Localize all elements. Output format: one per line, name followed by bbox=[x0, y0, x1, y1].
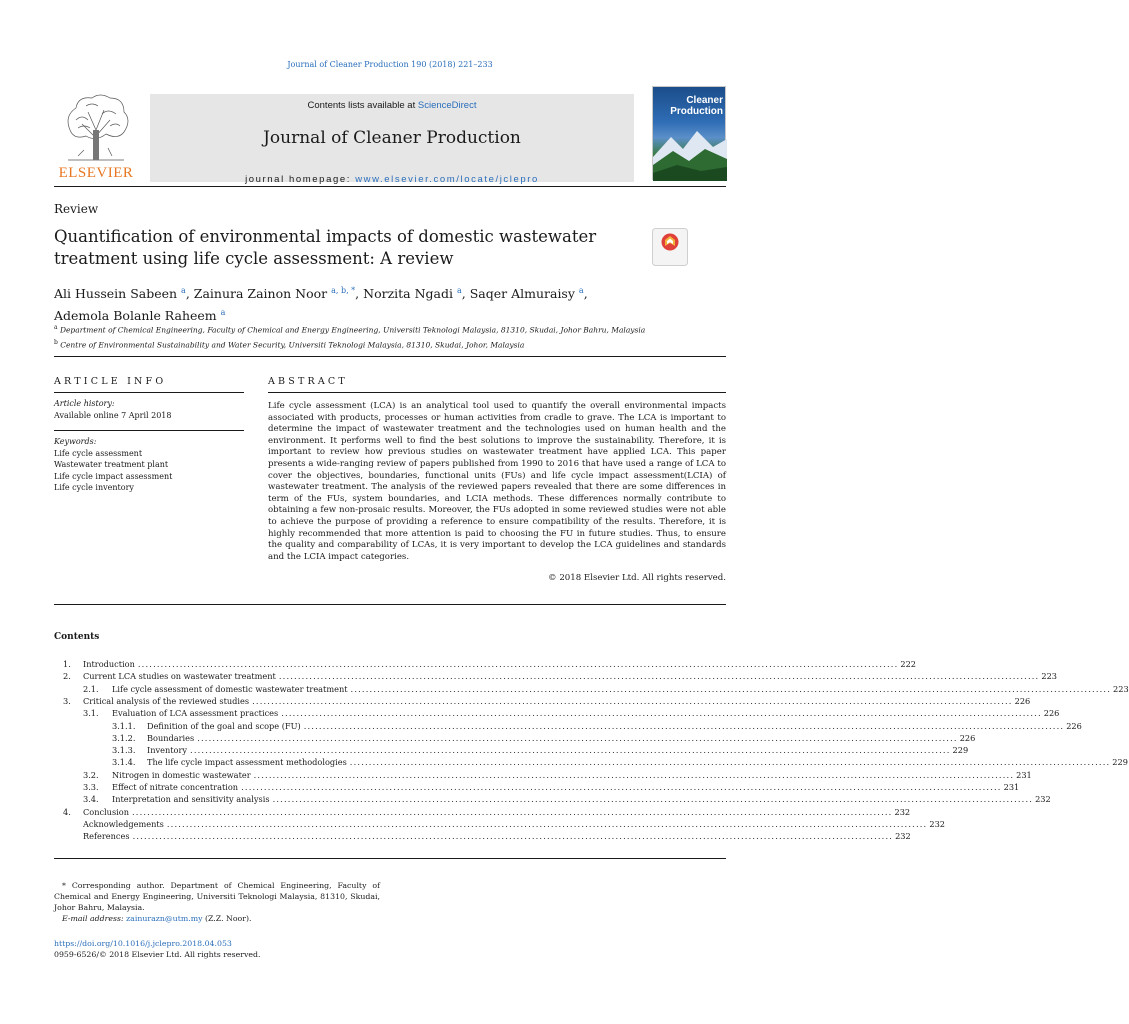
author-affiliation-mark[interactable]: a, b, * bbox=[331, 286, 356, 295]
journal-citation[interactable]: Journal of Cleaner Production 190 (2018) 221–233 bbox=[287, 60, 493, 69]
toc-number: 3. bbox=[63, 695, 71, 706]
toc-entry bbox=[83, 670, 1057, 682]
toc-title[interactable]: Life cycle assessment of domestic wastewater treatment bbox=[112, 683, 348, 694]
toc-page: 232 bbox=[894, 806, 911, 817]
toc-row[interactable] bbox=[54, 744, 969, 756]
toc-number: 3.2. bbox=[83, 769, 99, 780]
toc-leader: ........................................................................................................................................................................................................ bbox=[190, 745, 951, 756]
toc-row[interactable] bbox=[54, 769, 1032, 781]
toc-row[interactable] bbox=[54, 830, 911, 842]
history-rule bbox=[54, 430, 244, 431]
journal-cover-image[interactable] bbox=[652, 86, 726, 180]
keyword-item: Wastewater treatment plant bbox=[54, 460, 169, 469]
check-for-updates-badge[interactable] bbox=[652, 228, 688, 266]
keyword-item: Life cycle assessment bbox=[54, 448, 143, 458]
history-label: Article history: bbox=[54, 399, 115, 408]
toc-row[interactable] bbox=[54, 781, 1020, 793]
abstract-copyright: © 2018 Elsevier Ltd. All rights reserved. bbox=[548, 573, 726, 583]
toc-entry bbox=[83, 695, 1031, 707]
toc-title[interactable]: Critical analysis of the reviewed studies bbox=[83, 695, 250, 706]
article-type: Review bbox=[54, 202, 99, 216]
toc-page: 229 bbox=[952, 745, 969, 756]
toc-title[interactable]: Boundaries bbox=[147, 732, 195, 743]
toc-page: 232 bbox=[1035, 794, 1051, 805]
paper-title: Quantification of environmental impacts of domestic wastewater treatment using life cycle assessment: A review bbox=[54, 227, 597, 268]
contents-title: Contents bbox=[54, 632, 100, 642]
toc-title[interactable]: Current LCA studies on wastewater treatment bbox=[83, 671, 276, 682]
abstract-heading: ABSTRACT bbox=[268, 376, 348, 387]
publisher-wordmark: ELSEVIER bbox=[58, 165, 134, 181]
toc-page: 229 bbox=[1112, 757, 1128, 768]
toc-page: 226 bbox=[959, 732, 976, 743]
toc-entry bbox=[112, 793, 1051, 805]
toc-page: 231 bbox=[1016, 769, 1032, 780]
toc-title[interactable]: The life cycle impact assessment methodologies bbox=[147, 757, 347, 768]
toc-row[interactable] bbox=[54, 720, 1082, 732]
toc-number: 3.1.1. bbox=[112, 720, 136, 731]
mountain-landscape-icon bbox=[653, 127, 727, 181]
toc-number: 4. bbox=[63, 806, 71, 817]
toc-title[interactable]: Introduction bbox=[83, 659, 135, 669]
toc-entry bbox=[112, 707, 1060, 719]
page-footer bbox=[54, 938, 380, 960]
keyword-item: Life cycle impact assessment bbox=[54, 471, 173, 481]
toc-page: 222 bbox=[900, 659, 917, 669]
info-heading-rule bbox=[54, 392, 244, 393]
masthead-rule bbox=[54, 186, 726, 187]
toc-entry bbox=[83, 818, 945, 830]
corresponding-author-footnote: * Corresponding author. Department of Chemical Engineering, Faculty of Chemical and Energy Engineering, Universiti Teknologi Malaysia, 81310, Skudai, Johor Bahru, Malaysia. E-mail address: zainurazn@utm.my (Z.Z. Noor). bbox=[54, 881, 380, 923]
history-value: Available online 7 April 2018 bbox=[54, 410, 172, 420]
abstract-heading-rule bbox=[268, 392, 726, 393]
toc-entry bbox=[147, 720, 1082, 732]
toc-page: 223 bbox=[1041, 671, 1057, 682]
elsevier-logo[interactable] bbox=[54, 86, 138, 182]
toc-number: 2. bbox=[63, 671, 71, 682]
article-history bbox=[54, 398, 244, 421]
toc-title[interactable]: References bbox=[83, 831, 130, 842]
sciencedirect-link[interactable]: ScienceDirect bbox=[417, 100, 477, 111]
toc-row[interactable] bbox=[54, 793, 1051, 805]
toc-leader: ........................................................................................................................................................................................................ bbox=[252, 695, 1013, 706]
keyword-item: Life cycle inventory bbox=[54, 483, 134, 492]
toc-entry bbox=[83, 830, 911, 842]
toc-entry bbox=[147, 744, 969, 756]
toc-title[interactable]: Effect of nitrate concentration bbox=[112, 782, 239, 792]
toc-row[interactable] bbox=[54, 707, 1060, 719]
toc-title[interactable]: Nitrogen in domestic wastewater bbox=[112, 769, 251, 780]
keywords-block bbox=[54, 436, 244, 494]
toc-row[interactable] bbox=[54, 683, 1129, 695]
toc-title[interactable]: Acknowledgements bbox=[83, 818, 164, 829]
issn-line: 0959-6526/© 2018 Elsevier Ltd. All rights reserved. bbox=[54, 950, 261, 959]
author-affiliation-mark[interactable]: a bbox=[456, 286, 462, 295]
toc-title[interactable]: Conclusion bbox=[83, 806, 129, 817]
masthead bbox=[54, 86, 726, 185]
abstract-rule bbox=[54, 604, 726, 605]
toc-page: 231 bbox=[1003, 782, 1020, 792]
toc-leader: ........................................................................................................................................................................................................ bbox=[166, 818, 928, 829]
author-affiliation-mark[interactable]: a bbox=[181, 286, 186, 295]
keywords-label: Keywords: bbox=[54, 437, 97, 446]
toc-number: 2.1. bbox=[83, 683, 99, 694]
journal-homepage-line: journal homepage: www.elsevier.com/locate/jclepro bbox=[245, 174, 539, 185]
toc-entry bbox=[83, 806, 911, 818]
toc-number: 3.1.2. bbox=[112, 732, 136, 743]
toc-entry bbox=[147, 756, 1128, 768]
toc-leader: ........................................................................................................................................................................................................ bbox=[272, 794, 1034, 805]
author-name[interactable]: Zainura Zainon Noor bbox=[193, 286, 328, 302]
toc-page: 223 bbox=[1113, 683, 1129, 694]
toc-number: 3.1.3. bbox=[112, 745, 136, 756]
toc-title[interactable]: Interpretation and sensitivity analysis bbox=[112, 794, 270, 805]
journal-homepage-link[interactable]: www.elsevier.com/locate/jclepro bbox=[355, 174, 539, 185]
toc-entry bbox=[83, 658, 917, 670]
toc-leader: ........................................................................................................................................................................................................ bbox=[303, 720, 1065, 731]
toc-leader: ........................................................................................................................................................................................................ bbox=[197, 732, 958, 743]
toc-entry bbox=[112, 781, 1020, 793]
toc-number: 3.3. bbox=[83, 782, 99, 792]
toc-page: 226 bbox=[1014, 695, 1031, 706]
affiliations bbox=[54, 322, 726, 351]
toc-number: 3.1.4. bbox=[112, 757, 136, 768]
toc-page: 232 bbox=[895, 831, 911, 842]
toc-number: 3.1. bbox=[83, 708, 99, 719]
abstract-text: Life cycle assessment (LCA) is an analytical tool used to quantify the overall environmental impacts associated with products, processes or human activities from cradle to grave. The LCA is important to determine the impact of wastewater treatment and the technologies used on human health and the environment. It performs well to find the best solutions to improve the sustainability. Therefore, it is important to review how previous studies on wastewater treatment have applied LCA. This paper presents a wide-ranging review of papers published from 1990 to 2016 that have used a range of LCA to cover the objectives, boundaries, functional units (FUs) and life cycle impact assessment(LCIA) of wastewater treatment. The analysis of the reviewed papers revealed that there are some differences in term of the FUs, system boundaries, and LCIA methods. These differences normally contribute to obtaining a few non-prosaic results. Moreover, the FUs adopted in some reviewed studies were not able to achieve the purpose of providing a reference to ensure compatibility of the results. Therefore, it is highly recommended that more attention is paid to choosing the FU in future studies. Thus, to ensure the quality and comparability of LCAs, it is very important to develop the LCA guidelines and standards and the LCIA impact categories. bbox=[268, 401, 726, 562]
author-affiliation-mark[interactable]: a bbox=[220, 308, 226, 318]
article-info-heading: ARTICLE INFO bbox=[54, 376, 167, 387]
journal-title: Journal of Cleaner Production bbox=[263, 128, 521, 148]
toc-leader: ........................................................................................................................................................................................................ bbox=[131, 806, 893, 817]
toc-number: 1. bbox=[63, 659, 71, 669]
toc-leader: ........................................................................................................................................................................................................ bbox=[137, 659, 899, 669]
contents-available-line: Contents lists available at ScienceDirect bbox=[307, 100, 477, 111]
toc-entry bbox=[112, 769, 1032, 781]
toc-leader: ........................................................................................................................................................................................................ bbox=[253, 769, 1015, 780]
author-name[interactable]: Saqer Almuraisy bbox=[469, 286, 575, 302]
toc-page: 232 bbox=[929, 818, 945, 829]
toc-row[interactable] bbox=[54, 756, 1128, 768]
affiliation-item: $^b$ Centre of Environmental Sustainability and Water Security, Universiti Teknologi Malaysia, 81310, Skudai, Johor, Malaysia bbox=[54, 338, 525, 349]
author-affiliation-mark[interactable]: a bbox=[578, 286, 584, 295]
toc-row[interactable] bbox=[54, 670, 1057, 682]
toc-entry bbox=[147, 732, 976, 744]
toc-row[interactable] bbox=[54, 695, 1031, 707]
toc-entry bbox=[112, 683, 1129, 695]
toc-row[interactable] bbox=[54, 818, 945, 830]
toc-title[interactable]: Definition of the goal and scope (FU) bbox=[147, 720, 301, 731]
journal-banner bbox=[150, 94, 634, 185]
affiliation-item: $^a$ Department of Chemical Engineering, Faculty of Chemical and Energy Engineering, Universiti Teknologi Malaysia, 81310, Skudai, Johor Bahru, Malaysia bbox=[54, 324, 646, 335]
toc-page: 226 bbox=[1066, 720, 1082, 731]
toc-row[interactable] bbox=[54, 732, 976, 744]
doi-link[interactable]: https://doi.org/10.1016/j.jclepro.2018.04.053 bbox=[54, 939, 232, 948]
toc-leader: ........................................................................................................................................................................................................ bbox=[350, 683, 1112, 694]
elsevier-tree-icon bbox=[58, 90, 134, 162]
author-name[interactable]: Ali Hussein Sabeen bbox=[54, 286, 178, 302]
affiliation-rule bbox=[54, 356, 726, 357]
author-name[interactable]: Ademola Bolanle Raheem bbox=[54, 308, 217, 324]
toc-leader: ........................................................................................................................................................................................................ bbox=[278, 671, 1040, 682]
cover-title: Cleaner Production bbox=[670, 95, 723, 117]
author-email-link[interactable]: zainurazn@utm.my bbox=[126, 914, 203, 923]
toc-leader: ........................................................................................................................................................................................................ bbox=[281, 708, 1042, 719]
toc-number: 3.4. bbox=[83, 794, 99, 805]
toc-row[interactable] bbox=[54, 658, 917, 670]
toc-leader: ........................................................................................................................................................................................................ bbox=[132, 831, 894, 842]
author-list: Ali Hussein Sabeen $^a$, Zainura Zainon Noor $^{a, b, *}$, Norzita Ngadi $^a$, Saqer Almuraisy $^a$, Ademola Bolanle Raheem $^a$ bbox=[54, 286, 588, 324]
toc-row[interactable] bbox=[54, 806, 911, 818]
toc-title[interactable]: Inventory bbox=[147, 745, 188, 756]
contents-rule bbox=[54, 858, 726, 859]
toc-page: 226 bbox=[1043, 708, 1060, 719]
toc-leader: ........................................................................................................................................................................................................ bbox=[349, 757, 1111, 768]
crossmark-icon bbox=[652, 228, 688, 266]
author-name[interactable]: Norzita Ngadi bbox=[363, 286, 453, 302]
toc-title[interactable]: Evaluation of LCA assessment practices bbox=[112, 708, 279, 719]
toc-leader: ........................................................................................................................................................................................................ bbox=[241, 782, 1002, 792]
